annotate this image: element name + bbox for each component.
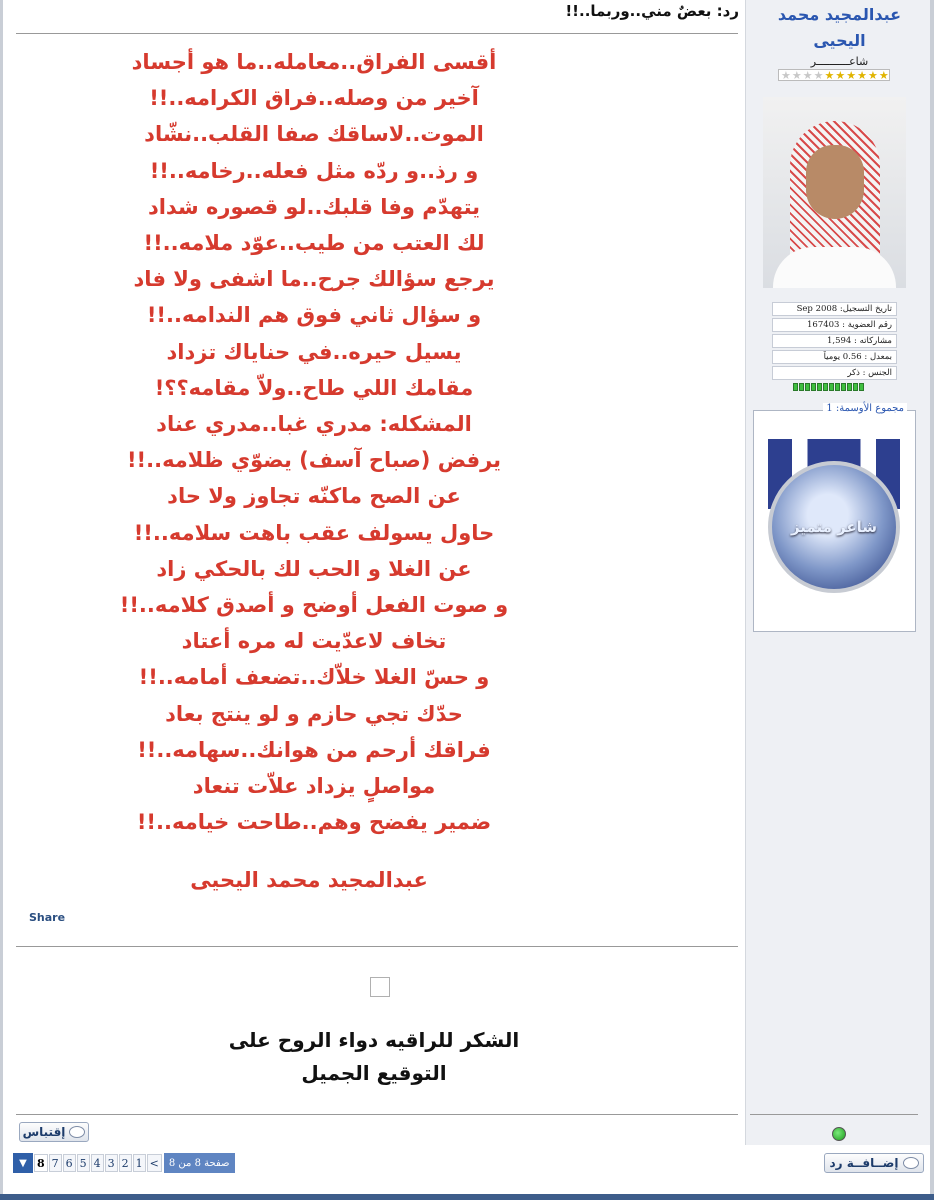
reputation-segment [829,383,834,391]
reputation-segment [799,383,804,391]
star-icon: ★ [846,68,857,82]
page-link-8[interactable]: 8 [34,1154,48,1172]
page-link-6[interactable]: 6 [63,1154,76,1172]
poem-signature: عبدالمجيد محمد اليحيى [190,868,428,892]
speech-bubble-icon [69,1126,85,1138]
poem-line: الموت..لاساقك صفا القلب..نشّاد [144,122,484,147]
poem-line: عن الغلا و الحب لك بالحكي زاد [156,556,472,581]
reputation-segment [793,383,798,391]
prev-page-link[interactable]: < [147,1154,162,1172]
star-icon: ★ [835,68,846,82]
poem-line: ضمير يفضح وهم..طاحت خيامه..!! [136,810,492,835]
page-link-3[interactable]: 3 [105,1154,118,1172]
rating-stars [778,69,890,81]
frame-border [930,0,934,1200]
page-link-2[interactable]: 2 [119,1154,132,1172]
poem-line: أقسى الفراق..معامله..ما هو أجساد [131,50,497,74]
user-signature [3,1024,745,1090]
medal-text: شاعر متميز [790,518,878,536]
reputation-segment [835,383,840,391]
info-posts: مشاركاته : 1,594 [772,334,897,348]
signature-line: التوقيع الجميل [301,1061,447,1085]
star-icon: ★ [813,68,824,82]
poem-line: لك العتب من طيب..عوّد ملامه..!! [143,231,485,256]
star-icon: ★ [802,68,813,82]
poem-body [3,44,745,840]
post-title: رد: بعضٌ مني..وربما..!! [565,2,739,20]
post-content [3,0,745,1170]
reputation-segment [805,383,810,391]
info-join-date: تاريخ التسجيل: Sep 2008 [772,302,897,316]
poem-line: و رذ..و ردّه مثل فعله..رخامه..!! [149,158,479,183]
avatar[interactable] [763,97,906,288]
poem-line: حاول يسولف عقب باهت سلامه..!! [133,520,495,545]
pagination [13,1153,235,1173]
poem-line: عن الصح ماكنّه تجاوز ولا حاد [167,484,461,509]
reputation-segment [811,383,816,391]
reputation-segment [853,383,858,391]
signature-image-placeholder [370,977,390,997]
divider [16,946,738,947]
reputation-segment [841,383,846,391]
bottom-bar [0,1194,934,1200]
poem-line: و حسّ الغلا خلاّك..تضعف أمامه..!! [138,665,490,690]
avatar-face [806,145,864,219]
page-link-4[interactable]: 4 [91,1154,104,1172]
avatar-clothing [773,247,896,288]
star-icon: ★ [868,68,878,82]
star-icon: ★ [878,68,889,82]
medals-count-label: مجموع الأوسمة: 1 [823,403,907,414]
reputation-segment [847,383,852,391]
author-rank: شاعــــــــــر [810,55,869,68]
signature-line: الشكر للراقيه دواء الروح على [228,1028,520,1052]
poem-line: مقامك اللي طاح..ولاّ مقامه؟؟! [154,375,474,400]
reply-button[interactable] [824,1153,924,1173]
reputation-bar [793,383,864,391]
star-icon: ★ [857,68,867,82]
reputation-segment [817,383,822,391]
divider [750,1114,918,1115]
info-gender: الجنس : ذكر [772,366,897,380]
page-count-label: صفحة 8 من 8 [164,1153,235,1173]
poem-line: يسيل حيره..في حناياك تزداد [166,339,462,364]
divider [16,33,738,34]
poem-line: و سؤال ثاني فوق هم الندامه..!! [146,303,482,328]
divider [16,1114,738,1115]
page-link-7[interactable]: 7 [49,1154,62,1172]
star-icon: ★ [781,68,791,82]
poem-line: تخاف لاعدّيت له مره أعتاد [181,629,447,654]
poem-line: حدّك تجي حازم و لو ينتج بعاد [165,701,463,726]
poem-line: المشكله: مدري غبا..مدري عناد [156,412,472,437]
medal-icon[interactable] [768,461,900,593]
info-rate: بمعدل : 0.56 يومياً [772,350,897,364]
page-link-1[interactable]: 1 [133,1154,146,1172]
medals-box [753,403,916,632]
online-status-icon [832,1127,846,1141]
poem-line: و صوت الفعل أوضح و أصدق كلامه..!! [119,593,509,618]
poem-line: يتهدّم وفا قلبك..لو قصوره شداد [147,194,481,219]
star-icon: ★ [791,68,802,82]
poem-line: آخير من وصله..فراق الكرامه..!! [149,86,479,111]
poem-line: يرجع سؤالك جرح..ما اشفى ولا فاد [133,267,495,292]
reputation-segment [859,383,864,391]
info-member-id: رقم العضوية : 167403 [772,318,897,332]
reply-button-label: إضــافــة رد [829,1156,899,1170]
poem-line: فراقك أرحم من هوانك..سهامه..!! [137,737,491,762]
quote-button[interactable] [19,1122,89,1142]
page-dropdown-icon[interactable]: ▼ [13,1153,33,1173]
author-name-line: عبدالمجيد محمد [777,5,902,24]
reputation-segment [823,383,828,391]
speech-bubble-icon [903,1157,919,1169]
poem-line: يرفض (صباح آسف) يضوّي ظلامه..!! [126,448,502,473]
author-name[interactable] [752,2,927,54]
page-link-5[interactable]: 5 [77,1154,90,1172]
poem-line: مواصلٍ يزداد علاّت تنعاد [192,774,436,799]
share-link[interactable]: Share [29,911,66,924]
author-name-line: اليحيى [813,31,866,50]
frame-border [0,0,3,1200]
quote-button-label: إقتباس [22,1125,66,1139]
star-icon: ★ [824,68,835,82]
